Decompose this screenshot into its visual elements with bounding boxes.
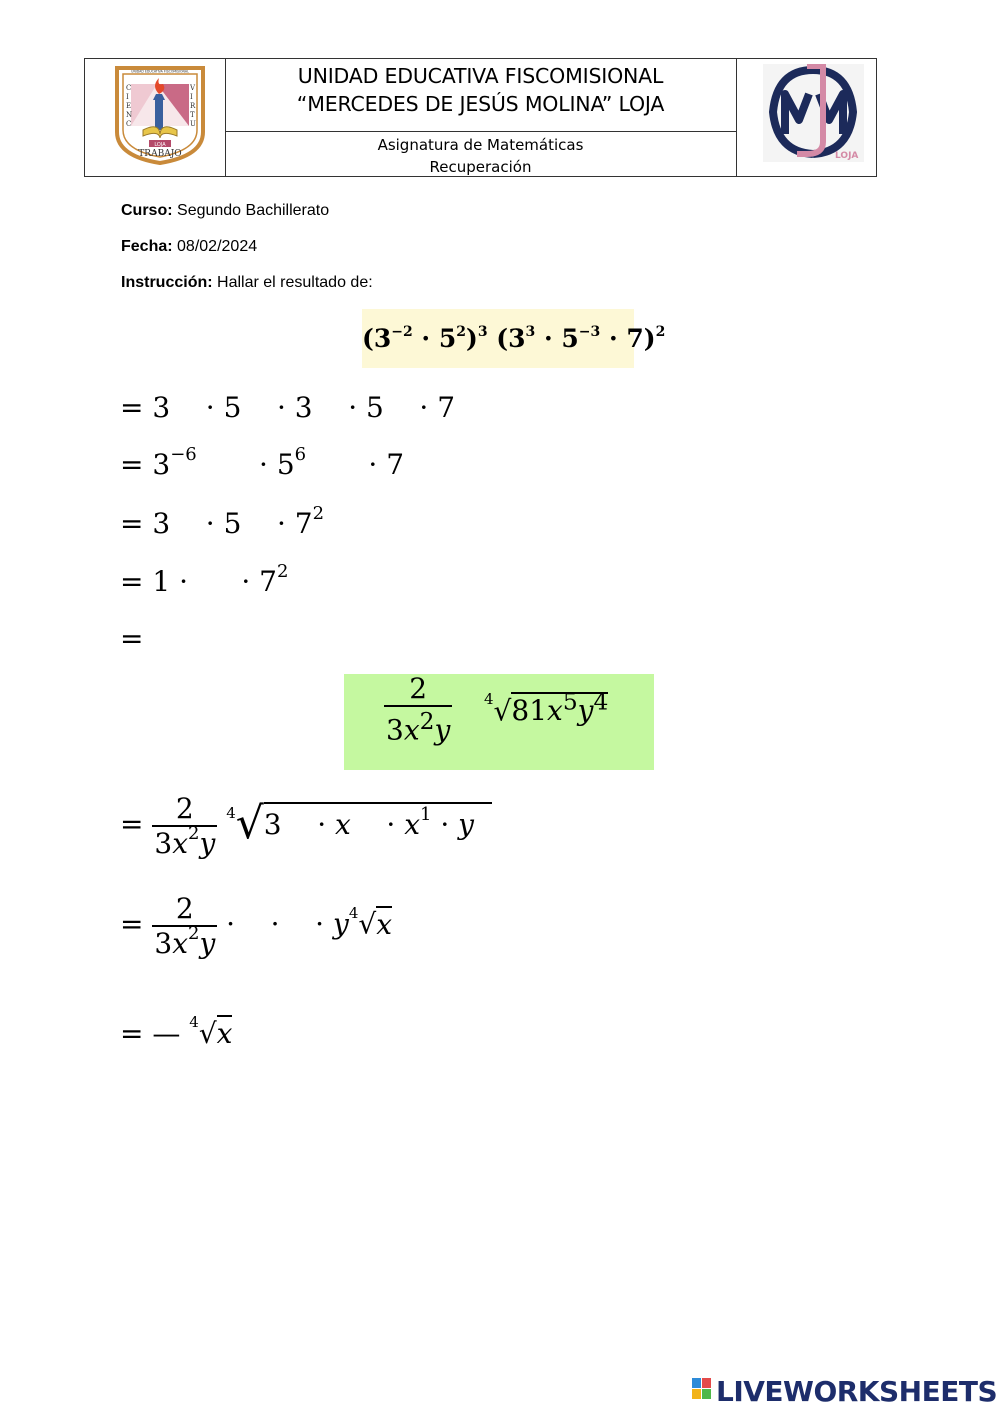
date-line — [121, 238, 257, 256]
svg-text:TRABAJO: TRABAJO — [138, 149, 182, 159]
mjm-logo — [763, 64, 864, 162]
svg-text:C: C — [126, 120, 132, 128]
date-value: 08/02/2024 — [177, 238, 258, 255]
svg-text:LOJA: LOJA — [835, 151, 859, 161]
svg-text:I: I — [126, 93, 129, 101]
subject-block — [226, 134, 735, 178]
school-crest-logo — [113, 64, 207, 165]
course-label: Curso: — [121, 202, 173, 219]
course-value: Segundo Bachillerato — [177, 202, 330, 219]
header-divider-middle — [226, 131, 736, 132]
course-line — [121, 202, 329, 220]
instruction-label: Instrucción: — [121, 274, 213, 291]
exercise1-step5: = — [120, 622, 144, 655]
exercise1-step4: = 1 · · $7^2$ — [120, 561, 289, 598]
exercise2-step3: = — $^4$√x — [120, 1013, 233, 1050]
exercise1-expression: $(3^{-2} \cdot 5^2)^3$ $(3^3 \cdot 5^{-3} \cdot 7)^2$ — [362, 309, 634, 368]
header-table — [84, 58, 877, 177]
exercise2-expression — [344, 674, 654, 770]
svg-text:U: U — [190, 120, 196, 128]
school-name-line2: “MERCEDES DE JESÚS MOLINA” LOJA — [296, 92, 665, 116]
svg-text:I: I — [190, 93, 193, 101]
exercise1-step3: = 3 · 5 · $7^2$ — [120, 503, 325, 540]
subject-type: Recuperación — [429, 158, 532, 176]
instruction-line — [121, 274, 373, 292]
svg-text:V: V — [190, 84, 196, 92]
subject-name: Asignatura de Matemáticas — [377, 136, 584, 154]
exercise2-radical: $^4√81x^5y^4$ — [484, 688, 609, 728]
svg-text:R: R — [190, 102, 196, 110]
svg-text:T: T — [190, 111, 195, 119]
liveworksheets-icon — [692, 1378, 712, 1400]
exercise2-step1: = $\frac{2}{3x^2y}$ $^4$√3 · x · $x^1 \cdot y$ — [120, 792, 492, 860]
exercise2-fraction: $\frac{2}{3x^2y}$ — [386, 672, 451, 747]
liveworksheets-brand[interactable]: LIVEWORKSHEETS — [716, 1375, 998, 1408]
svg-text:UNIDAD EDUCATIVA FISCOMISIONAL: UNIDAD EDUCATIVA FISCOMISIONAL — [131, 69, 189, 74]
svg-text:E: E — [126, 102, 132, 110]
exercise1-step1: = 3 · 5 · 3 · 5 · 7 — [120, 391, 456, 424]
svg-text:LOJA: LOJA — [154, 142, 166, 148]
svg-text:N: N — [126, 111, 133, 119]
exercise2-step2: = $\frac{2}{3x^2y}$ · · · $y^4√x$ — [120, 892, 393, 960]
header-divider-right — [736, 59, 737, 176]
school-name-line1: UNIDAD EDUCATIVA FISCOMISIONAL — [297, 64, 664, 88]
school-name — [226, 62, 735, 118]
instruction-value: Hallar el resultado de: — [217, 274, 373, 291]
svg-text:C: C — [126, 84, 132, 92]
date-label: Fecha: — [121, 238, 173, 255]
exercise1-step2: = $3^{-6}$ · $5^6$ · 7 — [120, 444, 405, 481]
